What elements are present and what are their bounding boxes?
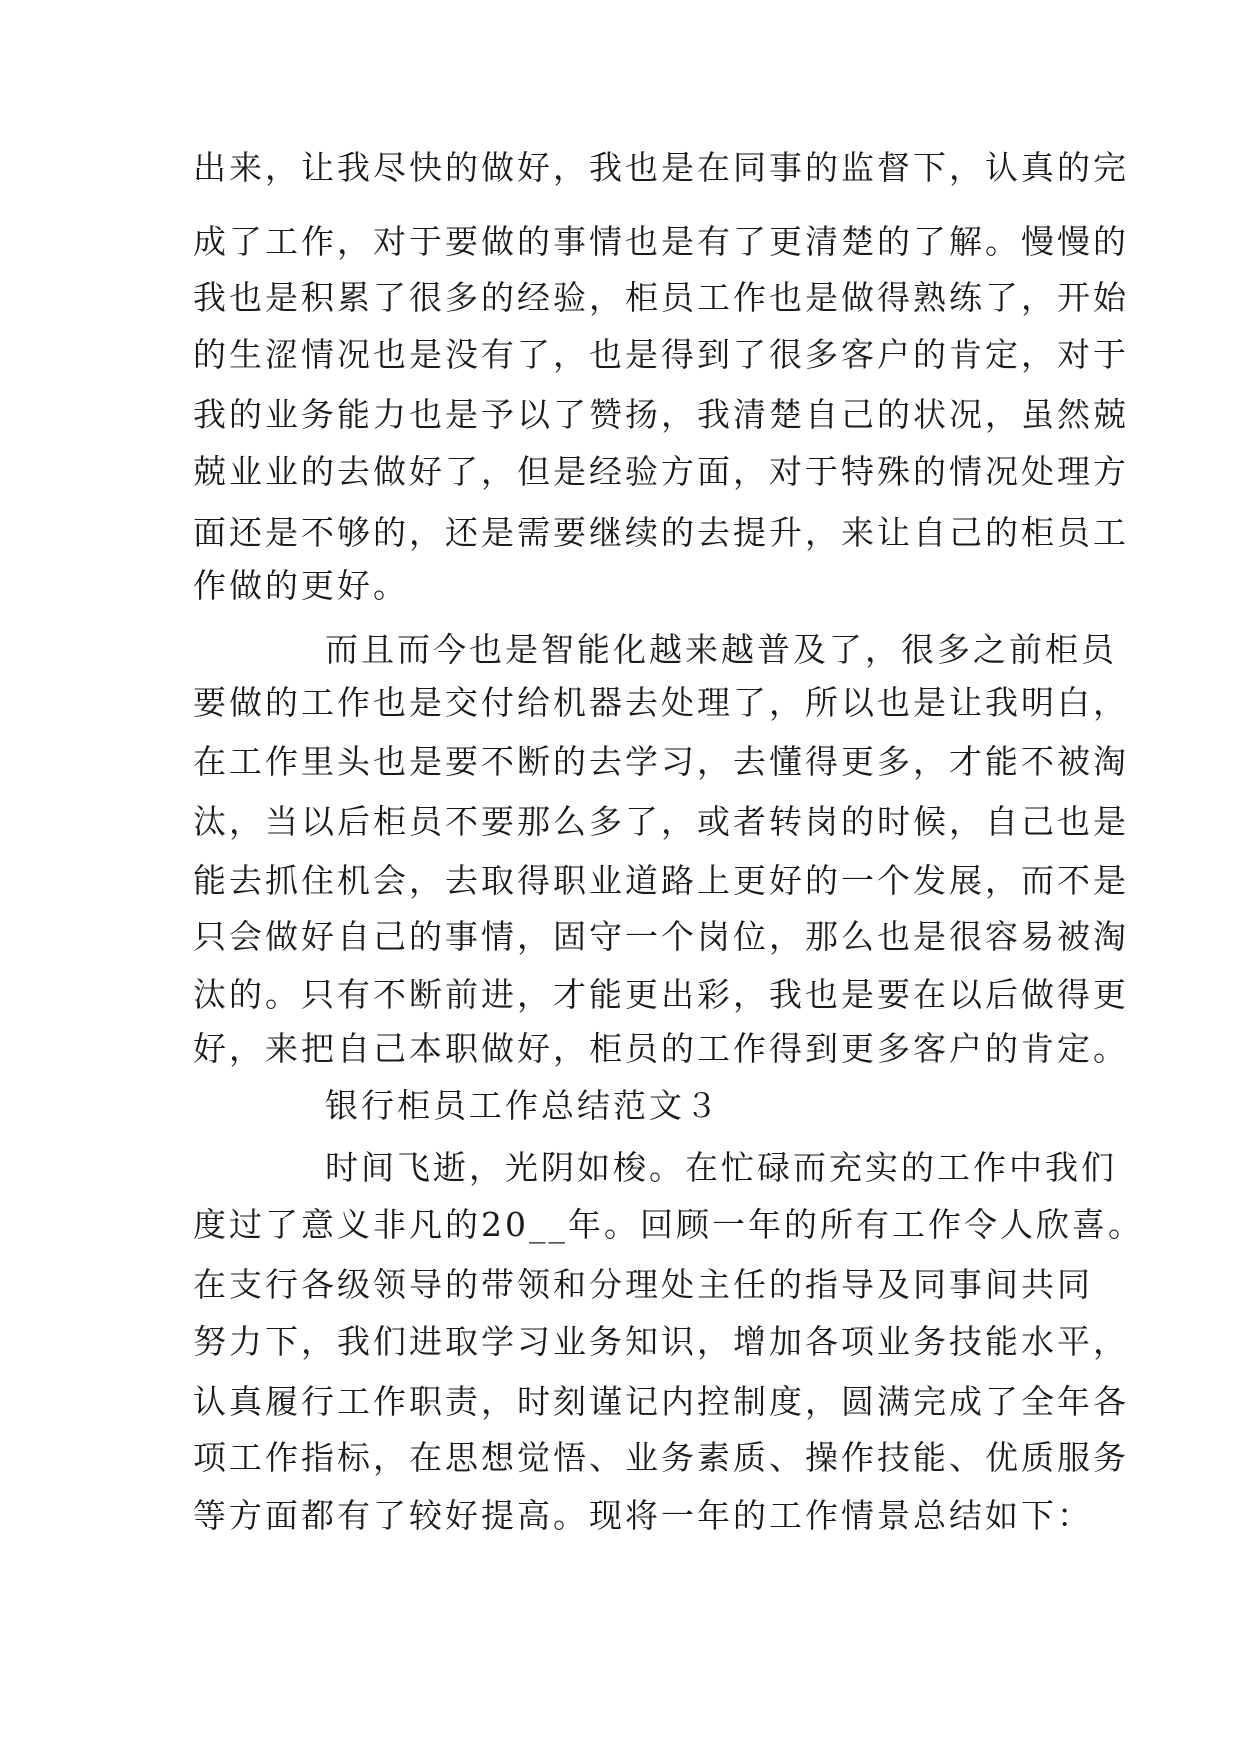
text-line: 认真履行工作职责，时刻谨记内控制度，圆满完成了全年各 [193, 1382, 1129, 1421]
text-line: 能去抓住机会，去取得职业道路上更好的一个发展，而不是 [193, 861, 1129, 900]
text-line: 出来，让我尽快的做好，我也是在同事的监督下，认真的完 [193, 148, 1129, 187]
text-line: 只会做好自己的事情，固守一个岗位，那么也是很容易被淘 [193, 917, 1129, 956]
paragraph-first-line: 而且而今也是智能化越来越普及了，很多之前柜员 [325, 630, 1117, 669]
text-line: 要做的工作也是交付给机器去处理了，所以也是让我明白， [193, 683, 1129, 722]
paragraph-first-line: 时间飞逝，光阴如梭。在忙碌而充实的工作中我们 [325, 1148, 1117, 1187]
text-line: 在工作里头也是要不断的去学习，去懂得更多，才能不被淘 [193, 742, 1129, 781]
text-line: 在支行各级领导的带领和分理处主任的指导及同事间共同 [193, 1265, 1093, 1304]
text-line: 兢业业的去做好了，但是经验方面，对于特殊的情况处理方 [193, 452, 1129, 491]
section-heading: 银行柜员工作总结范文３ [325, 1086, 721, 1125]
text-line: 等方面都有了较好提高。现将一年的工作情景总结如下： [193, 1496, 1093, 1535]
text-line: 好，来把自己本职做好，柜员的工作得到更多客户的肯定。 [193, 1029, 1129, 1068]
text-line: 度过了意义非凡的20__年。回顾一年的所有工作令人欣喜。 [193, 1205, 1144, 1244]
text-line: 项工作指标，在思想觉悟、业务素质、操作技能、优质服务 [193, 1438, 1129, 1477]
text-line: 的生涩情况也是没有了，也是得到了很多客户的肯定，对于 [193, 335, 1129, 374]
text-line: 我的业务能力也是予以了赞扬，我清楚自己的状况，虽然兢 [193, 395, 1129, 434]
text-line: 面还是不够的，还是需要继续的去提升，来让自己的柜员工 [193, 513, 1129, 552]
text-line: 成了工作，对于要做的事情也是有了更清楚的了解。慢慢的 [193, 222, 1129, 261]
text-line: 努力下，我们进取学习业务知识，增加各项业务技能水平， [193, 1322, 1129, 1361]
text-line: 我也是积累了很多的经验，柜员工作也是做得熟练了，开始 [193, 278, 1129, 317]
text-line: 汰，当以后柜员不要那么多了，或者转岗的时候，自己也是 [193, 802, 1129, 841]
text-line: 作做的更好。 [193, 566, 409, 605]
text-line: 汰的。只有不断前进，才能更出彩，我也是要在以后做得更 [193, 975, 1129, 1014]
